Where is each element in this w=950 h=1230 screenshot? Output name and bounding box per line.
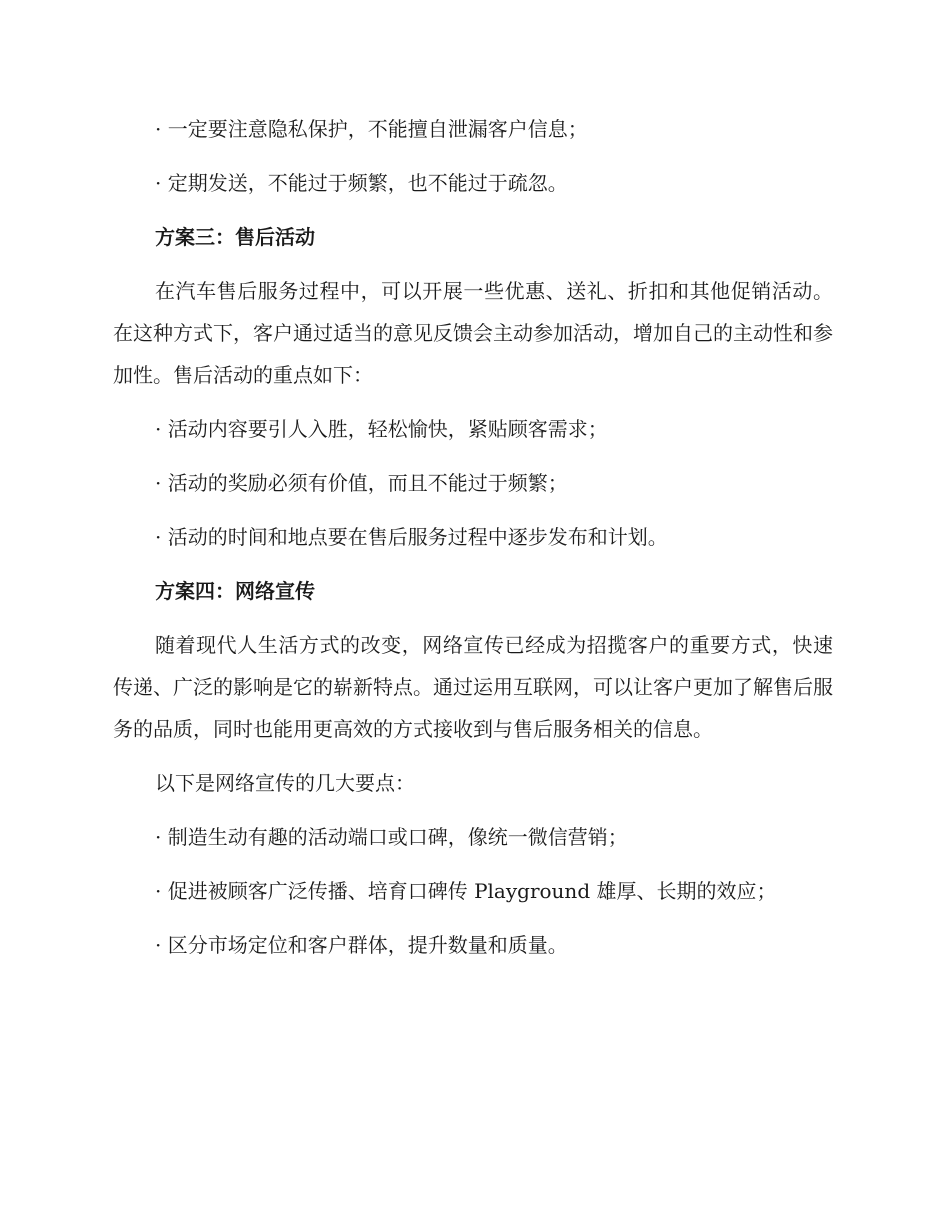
paragraph-online-promotion: 随着现代人生活方式的改变，网络宣传已经成为招揽客户的重要方式，快速传递、广泛的影响是它的崭新特点。通过运用互联网，可以让客户更加了解售后服务的品质，同时也能用更高效的方式接收到与售后服务相关的信息。	[113, 633, 833, 741]
bullet-market-positioning: · 区分市场定位和客户群体，提升数量和质量。	[155, 933, 568, 957]
bullet-create-buzz: · 制造生动有趣的活动端口或口碑，像统一微信营销；	[155, 825, 628, 849]
bullet-privacy: · 一定要注意隐私保护，不能擅自泄漏客户信息；	[155, 117, 588, 141]
bullet-activity-rewards: · 活动的奖励必须有价值，而且不能过于频繁；	[155, 471, 568, 495]
bullet-regular-send: · 定期发送，不能过于频繁，也不能过于疏忽。	[155, 171, 568, 195]
intro-key-points: 以下是网络宣传的几大要点：	[155, 771, 415, 795]
heading-plan-three: 方案三：售后活动	[155, 225, 315, 249]
heading-plan-four: 方案四：网络宣传	[155, 579, 315, 603]
bullet-activity-time-place: · 活动的时间和地点要在售后服务过程中逐步发布和计划。	[155, 525, 668, 549]
bullet-spread-word: · 促进被顾客广泛传播、培育口碑传 Playground 雄厚、长期的效应；	[155, 879, 777, 903]
document-body	[113, 108, 833, 978]
bullet-activity-content: · 活动内容要引人入胜，轻松愉快，紧贴顾客需求；	[155, 417, 608, 441]
paragraph-after-sales-activities: 在汽车售后服务过程中，可以开展一些优惠、送礼、折扣和其他促销活动。在这种方式下，客户通过适当的意见反馈会主动参加活动，增加自己的主动性和参加性。售后活动的重点如下：	[113, 279, 833, 387]
